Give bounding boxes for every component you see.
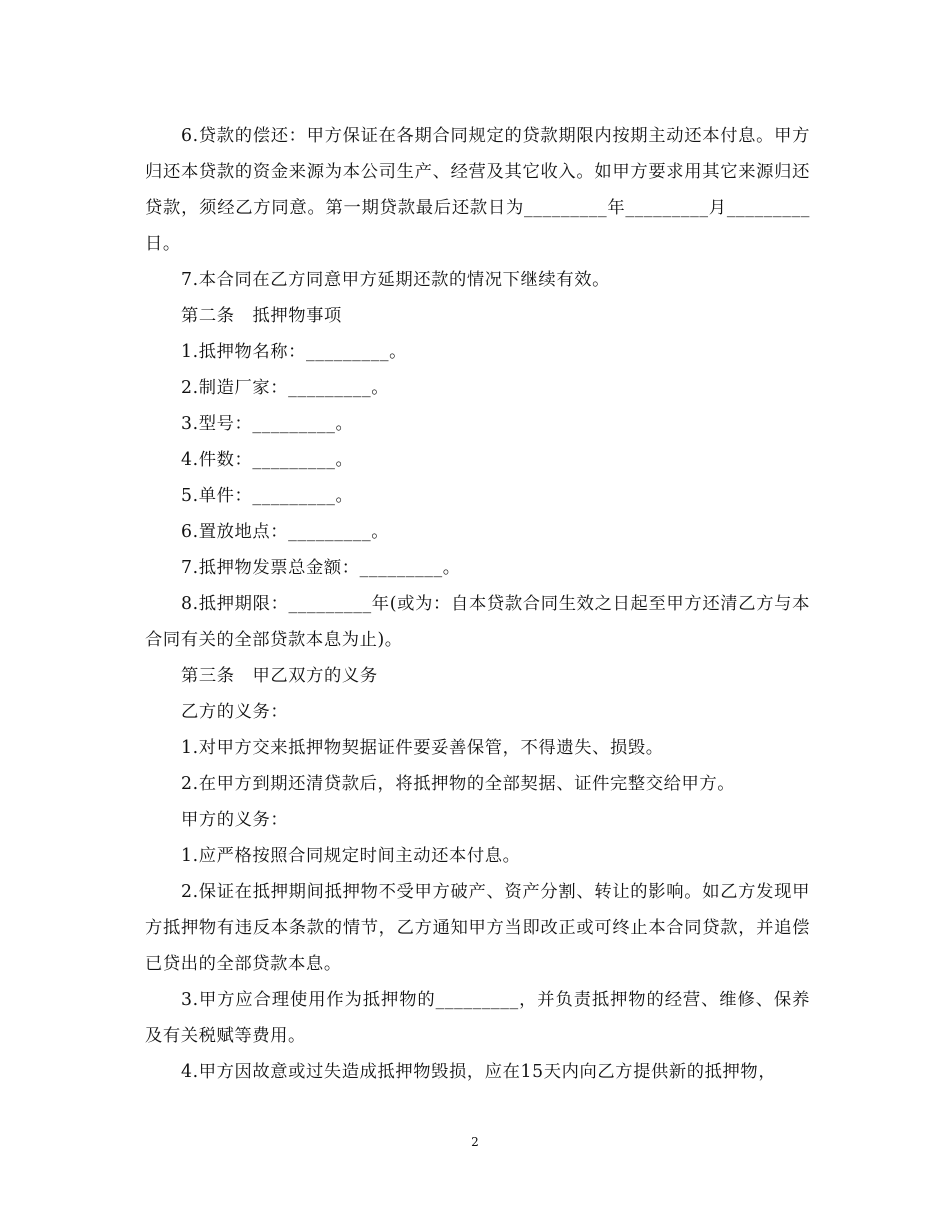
paragraph-extension-validity: 7.本合同在乙方同意甲方延期还款的情况下继续有效。 xyxy=(181,270,610,290)
subheading-party-a-obligations: 甲方的义务： xyxy=(181,810,289,830)
paragraph-party-a-item-2: 2.保证在抵押期间抵押物不受甲方破产、资产分割、转让的影响。如乙方发现甲方抵押物有违反本条款的情节，乙方通知甲方当即改正或可终止本合同贷款，并追偿已贷出的全部贷款本息。 xyxy=(145,882,810,974)
paragraph-unit: 5.单件：_________。 xyxy=(181,486,354,506)
paragraph-party-a-item-1: 1.应严格按照合同规定时间主动还本付息。 xyxy=(181,846,521,866)
paragraph-party-b-item-1: 1.对甲方交来抵押物契据证件要妥善保管，不得遗失、损毁。 xyxy=(181,738,664,758)
document-body xyxy=(145,118,810,1090)
section-heading-collateral: 第二条 抵押物事项 xyxy=(181,306,342,326)
paragraph-manufacturer: 2.制造厂家：_________。 xyxy=(181,378,390,398)
paragraph-party-a-item-3: 3.甲方应合理使用作为抵押物的_________，并负责抵押物的经营、维修、保养及有关税赋等费用。 xyxy=(145,990,810,1046)
paragraph-party-a-item-4: 4.甲方因故意或过失造成抵押物毁损，应在15天内向乙方提供新的抵押物， xyxy=(181,1062,777,1082)
page-number: 2 xyxy=(471,1135,479,1149)
paragraph-collateral-name: 1.抵押物名称：_________。 xyxy=(181,342,408,362)
paragraph-invoice-total: 7.抵押物发票总金额：_________。 xyxy=(181,558,461,578)
paragraph-location: 6.置放地点：_________。 xyxy=(181,522,390,542)
paragraph-mortgage-term: 8.抵押期限：_________年(或为：自本贷款合同生效之日起至甲方还清乙方与本合同有关的全部贷款本息为止)。 xyxy=(145,594,810,650)
subheading-party-b-obligations: 乙方的义务： xyxy=(181,702,289,722)
section-heading-obligations: 第三条 甲乙双方的义务 xyxy=(181,666,378,686)
paragraph-model: 3.型号：_________。 xyxy=(181,414,354,434)
paragraph-repayment: 6.贷款的偿还：甲方保证在各期合同规定的贷款期限内按期主动还本付息。甲方归还本贷款的资金来源为本公司生产、经营及其它收入。如甲方要求用其它来源归还贷款，须经乙方同意。第一期贷款最后还款日为_________年_________月_________日。 xyxy=(145,126,810,254)
paragraph-quantity: 4.件数：_________。 xyxy=(181,450,354,470)
paragraph-party-b-item-2: 2.在甲方到期还清贷款后，将抵押物的全部契据、证件完整交给甲方。 xyxy=(181,774,736,794)
